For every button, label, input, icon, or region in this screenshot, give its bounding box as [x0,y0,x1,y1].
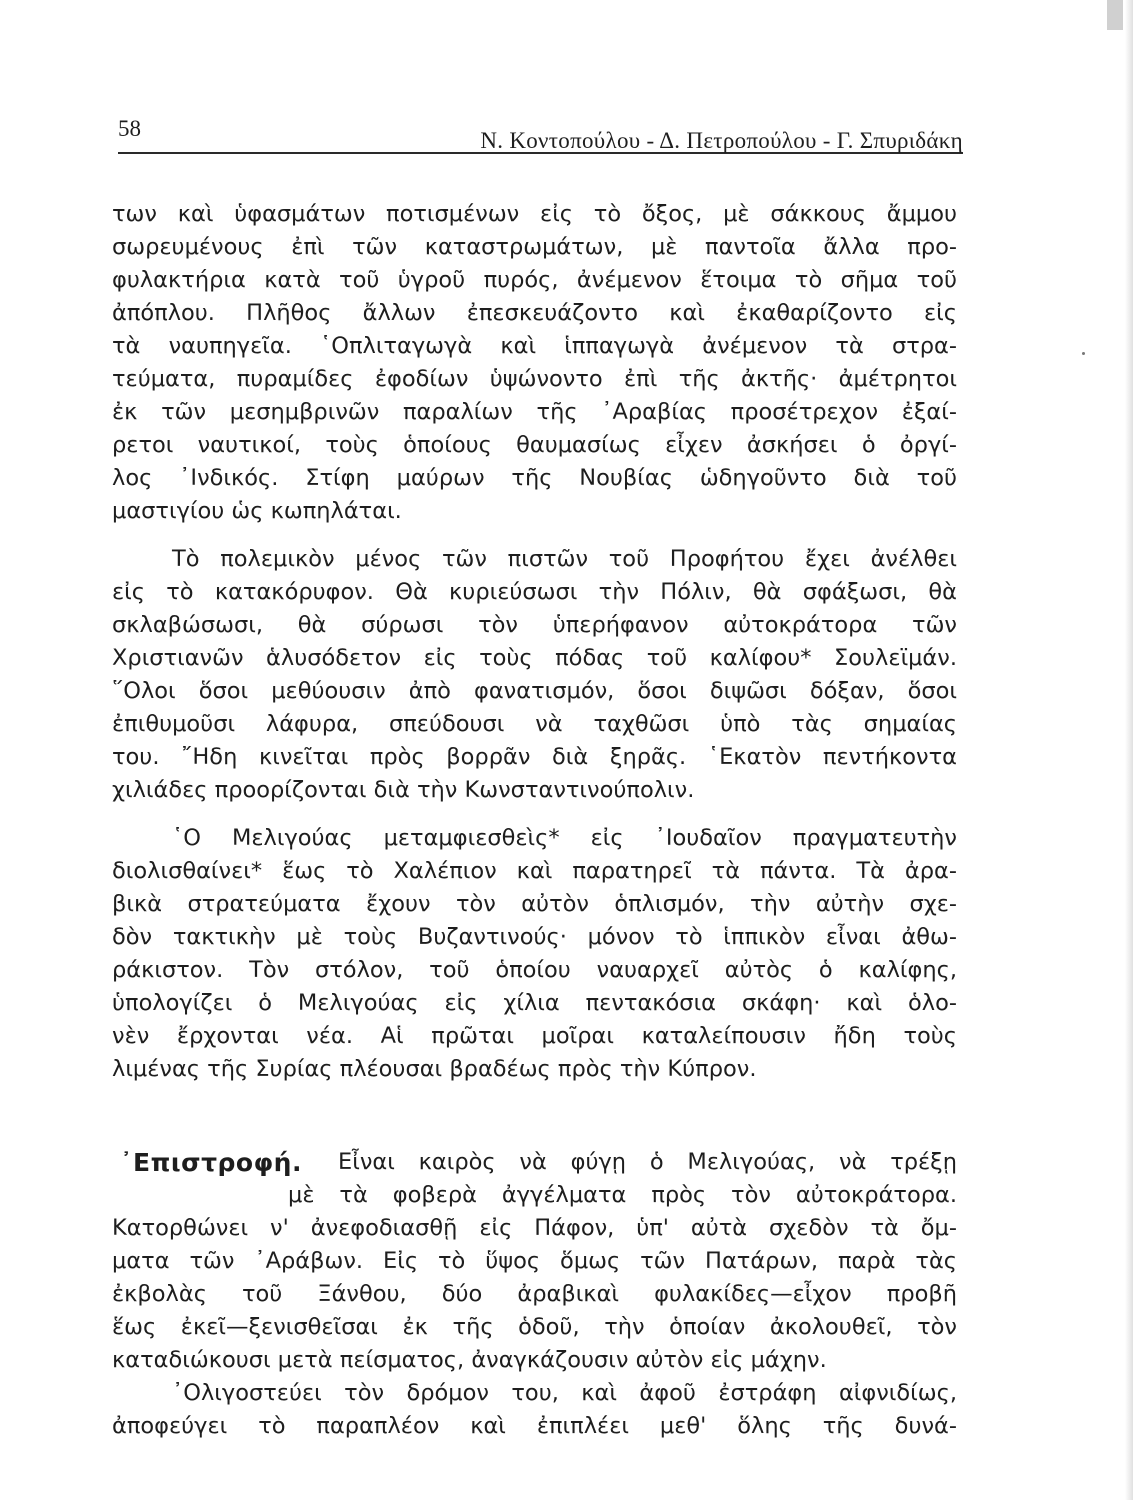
text-line: ἐκβολὰς τοῦ Ξάνθου, δύο ἀραβικαὶ φυλακίδες—εἶχον προβῆ [112,1281,957,1307]
text-line: Κατορθώνει ν' ἀνεφοδιασθῇ εἰς Πάφον, ὑπ' αὐτὰ σχεδὸν τὰ ὄμ- [112,1215,957,1241]
text-line: τὰ ναυπηγεῖα. ῾Οπλιταγωγὰ καὶ ἱππαγωγὰ ἀνέμενον τὰ στρα- [112,333,957,359]
text-line: ἐκ τῶν μεσημβρινῶν παραλίων τῆς ᾿Αραβίας προσέτρεχον ἐξαί- [112,399,957,425]
text-line: ἐπιθυμοῦσι λάφυρα, σπεύδουσι νὰ ταχθῶσι ὑπὸ τὰς σημαίας [112,711,957,737]
scan-corner-artifact [1107,0,1123,30]
text-line: ἕως ἐκεῖ—ξενισθεῖσαι ἐκ τῆς ὁδοῦ, τὴν ὁποίαν ἀκολουθεῖ, τὸν [112,1314,957,1340]
text-line: ἀποφεύγει τὸ παραπλέον καὶ ἐπιπλέει μεθ' ὅλης τῆς δυνά- [112,1413,957,1439]
text-line: καταδιώκουσι μετὰ πείσματος, ἀναγκάζουσιν αὐτὸν εἰς μάχην. [112,1347,827,1373]
page-header [118,112,963,154]
text-line: ῞Ολοι ὅσοι μεθύουσιν ἀπὸ φανατισμόν, ὅσοι διψῶσι δόξαν, ὅσοι [112,678,957,704]
text-line: δὸν τακτικὴν μὲ τοὺς Βυζαντινούς· μόνον τὸ ἱππικὸν εἶναι ἀθω- [112,924,957,950]
text-line: σκλαβώσωσι, θὰ σύρωσι τὸν ὑπερήφανον αὐτοκράτορα τῶν [112,612,957,638]
text-line: διολισθαίνει* ἕως τὸ Χαλέπιον καὶ παρατηρεῖ τὰ πάντα. Τὰ ἀρα- [112,858,957,884]
text-line: λος ᾿Ινδικός. Στίφη μαύρων τῆς Νουβίας ὡδηγοῦντο διὰ τοῦ [112,465,957,491]
text-line: βικὰ στρατεύματα ἔχουν τὸν αὐτὸν ὁπλισμόν, τὴν αὐτὴν σχε- [112,891,957,917]
text-line: του. ῎Ηδη κινεῖται πρὸς βορρᾶν διὰ ξηρᾶς. ῾Εκατὸν πεντήκοντα [112,744,957,770]
text-line: χιλιάδες προορίζονται διὰ τὴν Κωνσταντινούπολιν. [112,777,695,803]
text-line: λιμένας τῆς Συρίας πλέουσαι βραδέως πρὸς τὴν Κύπρον. [112,1056,757,1082]
text-line: Εἶναι καιρὸς νὰ φύγῃ ὁ Μελιγούας, νὰ τρέξῃ [338,1149,957,1175]
text-line: των καὶ ὑφασμάτων ποτισμένων εἰς τὸ ὄξος, μὲ σάκκους ἄμμου [112,201,957,227]
running-head: Ν. Κοντοπούλου - Δ. Πετροπούλου - Γ. Σπυριδάκη [480,128,963,153]
text-line: ῾Ο Μελιγούας μεταμφιεσθεὶς* εἰς ᾿Ιουδαῖον πραγματευτὴν [172,825,957,851]
text-line: ράκιστον. Τὸν στόλον, τοῦ ὁποίου ναυαρχεῖ αὐτὸς ὁ καλίφης, [112,957,957,983]
text-line: ματα τῶν ᾿Αράβων. Εἰς τὸ ὕψος ὅμως τῶν Πατάρων, παρὰ τὰς [112,1248,957,1274]
text-line: τεύματα, πυραμίδες ἐφοδίων ὑψώνοντο ἐπὶ τῆς ἀκτῆς· ἀμέτρητοι [112,366,957,392]
text-line: μαστιγίου ὡς κωπηλάται. [112,498,402,524]
text-line: ὑπολογίζει ὁ Μελιγούας εἰς χίλια πεντακόσια σκάφη· καὶ ὁλο- [112,990,957,1016]
text-line: ᾿Ολιγοστεύει τὸν δρόμον του, καὶ ἀφοῦ ἐστράφη αἰφνιδίως, [172,1380,957,1406]
scan-speck [1082,352,1085,355]
text-line: σωρευμένους ἐπὶ τῶν καταστρωμάτων, μὲ παντοῖα ἄλλα προ- [112,234,957,260]
text-line: ἀπόπλου. Πλῆθος ἄλλων ἐπεσκευάζοντο καὶ ἐκαθαρίζοντο εἰς [112,300,957,326]
text-line: ρετοι ναυτικοί, τοὺς ὁποίους θαυμασίως εἶχεν ἀσκήσει ὁ ὀργί- [112,432,957,458]
page-number: 58 [118,116,141,141]
text-line: νὲν ἔρχονται νέα. Αἱ πρῶται μοῖραι καταλείπουσιν ἤδη τοὺς [112,1023,957,1049]
text-line: φυλακτήρια κατὰ τοῦ ὑγροῦ πυρός, ἀνέμενον ἕτοιμα τὸ σῆμα τοῦ [112,267,957,293]
section-sidehead: ᾿Επιστροφή. [120,1148,302,1177]
text-line: μὲ τὰ φοβερὰ ἀγγέλματα πρὸς τὸν αὐτοκράτορα. [288,1182,957,1208]
scan-edge-shadow [1125,0,1133,1500]
text-line: Χριστιανῶν ἁλυσόδετον εἰς τοὺς πόδας τοῦ καλίφου* Σουλεϊμάν. [112,645,957,671]
text-line: εἰς τὸ κατακόρυφον. Θὰ κυριεύσωσι τὴν Πόλιν, θὰ σφάξωσι, θὰ [112,579,957,605]
text-line: Τὸ πολεμικὸν μένος τῶν πιστῶν τοῦ Προφήτου ἔχει ἀνέλθει [172,546,957,572]
